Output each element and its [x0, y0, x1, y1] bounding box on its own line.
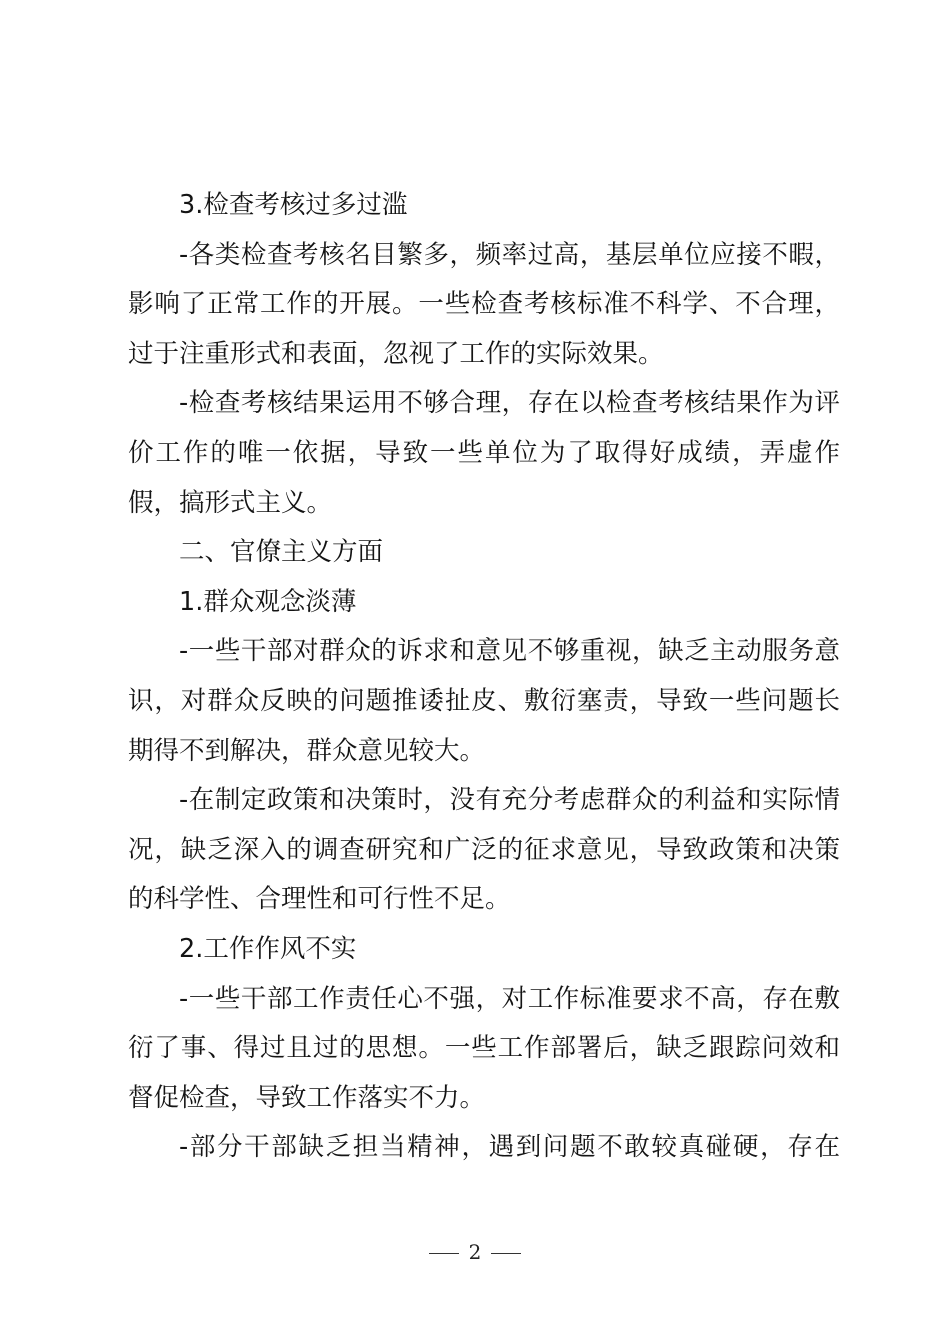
paragraph: -在制定政策和决策时，没有充分考虑群众的利益和实际情况，缺乏深入的调查研究和广泛的征求意见，导致政策和决策的科学性、合理性和可行性不足。 — [128, 785, 840, 915]
paragraph: -一些干部工作责任心不强，对工作标准要求不高，存在敷衍了事、得过且过的思想。一些工作部署后，缺乏跟踪问效和督促检查，导致工作落实不力。 — [128, 983, 840, 1113]
paragraph: -检查考核结果运用不够合理，存在以检查考核结果作为评价工作的唯一依据，导致一些单位为了取得好成绩，弄虚作假，搞形式主义。 — [128, 388, 840, 518]
page-footer — [0, 1235, 950, 1269]
section-heading-inspection-overload: 3.检查考核过多过滥 — [179, 190, 408, 220]
footer-dash-left — [429, 1253, 459, 1254]
footer-dash-right — [491, 1253, 521, 1254]
paragraph: -一些干部对群众的诉求和意见不够重视，缺乏主动服务意识，对群众反映的问题推诿扯皮、敷衍塞责，导致一些问题长期得不到解决，群众意见较大。 — [128, 636, 840, 766]
section-heading-mass-concept: 1.群众观念淡薄 — [179, 586, 357, 617]
document-body — [128, 181, 840, 1173]
paragraph: -各类检查考核名目繁多，频率过高，基层单位应接不暇，影响了正常工作的开展。一些检查考核标准不科学、不合理，过于注重形式和表面，忽视了工作的实际效果。 — [128, 239, 840, 369]
section-heading-work-style: 2.工作作风不实 — [179, 933, 357, 964]
section-heading-bureaucratism: 二、官僚主义方面 — [179, 537, 384, 568]
paragraph: -部分干部缺乏担当精神，遇到问题不敢较真碰硬，存在 — [179, 1132, 840, 1163]
page-number: 2 — [468, 1240, 482, 1264]
